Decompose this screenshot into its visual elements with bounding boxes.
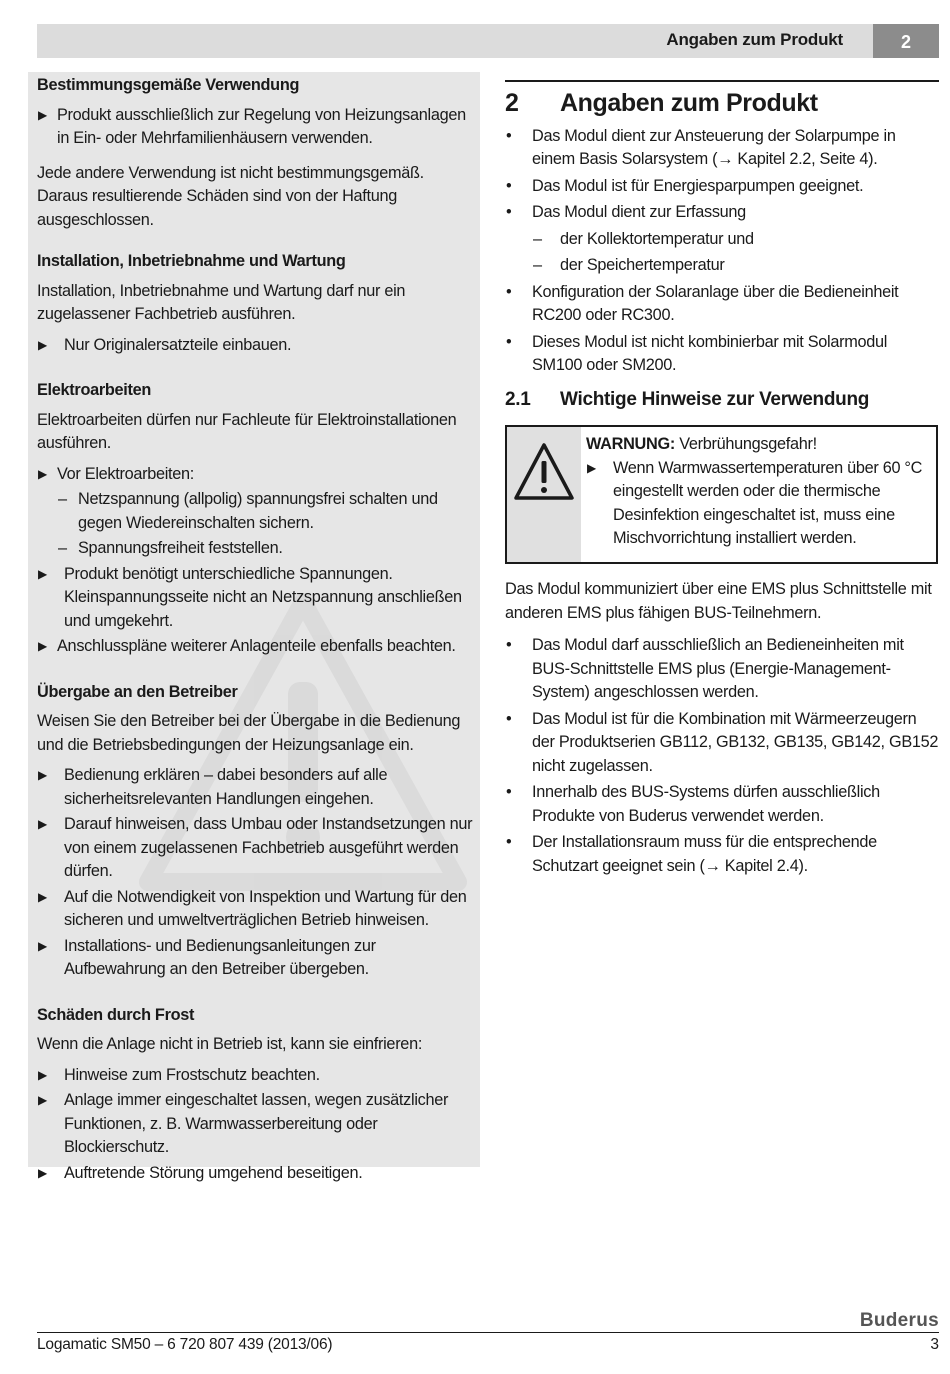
section-heading: Installation, Inbetriebnahme und Wartung: [37, 252, 346, 270]
triangle-right-icon: ▶: [38, 466, 47, 481]
instruction-item: [37, 813, 473, 884]
sub-item: – Netzspannung (allpolig) spannungsfrei schalten und gegen Wiedereinschalten sichern.: [58, 490, 438, 532]
bullet-item: • Das Modul darf ausschließlich an Bedieneinheiten mit BUS-Schnittstelle EMS plus (Energie-Management-System) angeschlossen werden.: [506, 636, 904, 701]
triangle-right-icon: ▶: [38, 1093, 47, 1107]
bullet-text: Konfiguration der Solaranlage über die Bedieneinheit RC200 oder RC300.: [532, 282, 899, 324]
instruction-text: Anlage immer eingeschaltet lassen, wegen zusätzlicher Funktionen, z. B. Warmwasserbereitung oder Blockierschutz.: [64, 1091, 449, 1156]
instruction-text: Nur Originalersatzteile einbauen.: [64, 335, 292, 354]
safety-content: [37, 72, 473, 1187]
warning-label: WARNUNG:: [586, 435, 675, 453]
buderus-logo: Buderus: [859, 1310, 939, 1331]
warning-item: [586, 457, 934, 551]
paragraph: Wenn die Anlage nicht in Betrieb ist, kann sie einfrieren:: [37, 1035, 423, 1053]
paragraph: Jede andere Verwendung ist nicht bestimmungsgemäß. Daraus resultierende Schäden sind von der Haftung ausgeschlossen.: [37, 163, 424, 229]
instruction-item: [37, 1064, 473, 1088]
instruction-text: Produkt benötigt unterschiedliche Spannungen. Kleinspannungsseite nicht an Netzspannung anschließen und umgekehrt.: [64, 564, 462, 630]
warning-triangle-icon: [513, 441, 575, 503]
triangle-right-icon: ▶: [587, 460, 596, 475]
sub-item-text: der Kollektortemperatur und: [560, 229, 754, 248]
bullet-text: Das Modul dient zur Ansteuerung der Solarpumpe in einem Basis Solarsystem (→ Kapitel 2.2, Seite 4).: [532, 126, 896, 168]
bullet-item: • Konfiguration der Solaranlage über die Bedieneinheit RC200 oder RC300.: [506, 282, 899, 324]
footer-rule: [37, 1332, 939, 1333]
instruction-item: [37, 935, 473, 982]
safety-panel: [28, 72, 480, 1182]
bullet-text: Das Modul dient zur Erfassung: [532, 203, 746, 221]
document-reference: Logamatic SM50 – 6 720 807 439 (2013/06): [37, 1336, 333, 1353]
warning-item-text: Wenn Warmwassertemperaturen über 60 °C eingestellt werden oder die thermische Desinfektion eingeschaltet ist, muss eine Mischvorrichtung installiert werden.: [613, 458, 923, 547]
triangle-right-icon: ▶: [38, 938, 47, 953]
bullet-text: Das Modul ist für die Kombination mit Wärmeerzeugern der Produktserien GB112, GB132, GB135, GB142, GB152 nicht zugelassen.: [532, 709, 939, 775]
bullet-text: Der Installationsraum muss für die entsprechende Schutzart geeignet sein (→ Kapitel 2.4).: [532, 833, 877, 875]
instruction-text: Produkt ausschließlich zur Regelung von Heizungsanlagen in Ein- oder Mehrfamilienhäusern verwenden.: [57, 105, 466, 147]
sub-item-text: Spannungsfreiheit feststellen.: [78, 539, 283, 557]
product-info: [505, 90, 940, 881]
header-chapter-number: 2: [873, 24, 939, 58]
section-title: Wichtige Hinweise zur Verwendung: [560, 388, 870, 410]
warning-icon-column: [507, 427, 581, 562]
chapter-heading: [505, 89, 940, 117]
warning-title: [586, 433, 934, 457]
bullet-text: Das Modul ist für Energiesparpumpen geeignet.: [532, 176, 864, 195]
section-heading: Schäden durch Frost: [37, 1005, 195, 1024]
bullet-item: • Das Modul ist für Energiesparpumpen geeignet.: [506, 176, 864, 195]
paragraph: Das Modul kommuniziert über eine EMS plus Schnittstelle mit anderen EMS plus fähigen BUS-Teilnehmern.: [505, 580, 932, 622]
warning-text: [586, 433, 934, 553]
chapter-number: 2: [505, 89, 519, 117]
instruction-item: [37, 563, 473, 634]
section-heading: Übergabe an den Betreiber: [37, 682, 238, 701]
paragraph: Elektroarbeiten dürfen nur Fachleute für Elektroinstallationen ausführen.: [37, 410, 457, 452]
instruction-text: Hinweise zum Frostschutz beachten.: [64, 1065, 320, 1084]
instruction-item: [37, 463, 473, 487]
paragraph: Installation, Inbetriebnahme und Wartung darf nur ein zugelassener Fachbetrieb ausführen.: [37, 281, 406, 323]
instruction-item: [37, 1162, 473, 1186]
instruction-item: [37, 886, 473, 933]
triangle-right-icon: ▶: [38, 337, 47, 352]
triangle-right-icon: ▶: [38, 817, 47, 831]
triangle-right-icon: ▶: [38, 889, 47, 904]
page-number: 3: [930, 1336, 939, 1353]
bullet-item: • Das Modul dient zur Erfassung: [506, 203, 746, 221]
warning-subject: Verbrühungsgefahr!: [679, 435, 817, 453]
bullet-text: Das Modul darf ausschließlich an Bedieneinheiten mit BUS-Schnittstelle EMS plus (Energie-Management-System) angeschlossen werden.: [532, 636, 904, 701]
instruction-text: Vor Elektroarbeiten:: [57, 464, 194, 483]
sub-item-text: Netzspannung (allpolig) spannungsfrei schalten und gegen Wiedereinschalten sichern.: [78, 490, 438, 532]
warning-box: [505, 425, 938, 564]
triangle-right-icon: ▶: [38, 639, 47, 653]
instruction-text: Auf die Notwendigkeit von Inspektion und Wartung für den sicheren und umweltverträglichen Betrieb hinweisen.: [64, 887, 467, 929]
section-heading: [505, 388, 940, 412]
section-heading: Bestimmungsgemäße Verwendung: [37, 76, 300, 94]
triangle-right-icon: ▶: [38, 566, 47, 581]
sub-item-text: der Speichertemperatur: [560, 256, 725, 274]
bullet-text: Innerhalb des BUS-Systems dürfen ausschließlich Produkte von Buderus verwendet werden.: [532, 783, 880, 825]
triangle-right-icon: ▶: [38, 768, 47, 782]
bullet-item: • Das Modul dient zur Ansteuerung der Solarpumpe in einem Basis Solarsystem (→ Kapitel 2.2, Seite 4).: [506, 126, 896, 168]
page-header: [37, 24, 939, 58]
paragraph: Weisen Sie den Betreiber bei der Übergabe in die Bedienung und die Betriebsbedingungen der Heizungsanlage ein.: [37, 712, 461, 754]
triangle-right-icon: ▶: [38, 107, 47, 122]
instruction-item: [37, 1089, 473, 1160]
instruction-text: Installations- und Bedienungsanleitungen zur Aufbewahrung an den Betreiber übergeben.: [64, 936, 376, 978]
bullet-item: • Der Installationsraum muss für die entsprechende Schutzart geeignet sein (→ Kapitel 2.4).: [506, 833, 877, 875]
bullet-item: • Dieses Modul ist nicht kombinierbar mit Solarmodul SM100 oder SM200.: [506, 332, 888, 374]
triangle-right-icon: ▶: [38, 1165, 47, 1180]
section-number: 2.1: [505, 388, 531, 410]
instruction-text: Auftretende Störung umgehend beseitigen.: [64, 1163, 363, 1182]
section-heading: Elektroarbeiten: [37, 381, 152, 399]
bullet-item: • Das Modul ist für die Kombination mit Wärmeerzeugern der Produktserien GB112, GB132, GB135, GB142, GB152 nicht zugelassen.: [506, 709, 939, 775]
instruction-item: [37, 104, 473, 151]
sub-item: – der Kollektortemperatur und: [533, 229, 754, 248]
sub-item: – der Speichertemperatur: [533, 256, 725, 274]
bullet-item: • Innerhalb des BUS-Systems dürfen ausschließlich Produkte von Buderus verwendet werden.: [506, 783, 880, 825]
header-title: Angaben zum Produkt: [666, 30, 843, 49]
instruction-item: [37, 764, 473, 811]
instruction-text: Anschlusspläne weiterer Anlagenteile ebenfalls beachten.: [57, 637, 456, 655]
instruction-item: [37, 635, 473, 659]
chapter-title: Angaben zum Produkt: [560, 89, 818, 117]
chapter-rule: [505, 80, 939, 82]
instruction-text: Darauf hinweisen, dass Umbau oder Instandsetzungen nur von einem zugelassenen Fachbetrieb ausgeführt werden dürfen.: [64, 815, 473, 880]
triangle-right-icon: ▶: [38, 1067, 47, 1082]
bullet-text: Dieses Modul ist nicht kombinierbar mit Solarmodul SM100 oder SM200.: [532, 332, 888, 374]
instruction-text: Bedienung erklären – dabei besonders auf alle sicherheitsrelevanten Handlungen eingehen.: [64, 766, 388, 808]
instruction-item: [37, 334, 473, 358]
sub-item: – Spannungsfreiheit feststellen.: [58, 539, 283, 557]
